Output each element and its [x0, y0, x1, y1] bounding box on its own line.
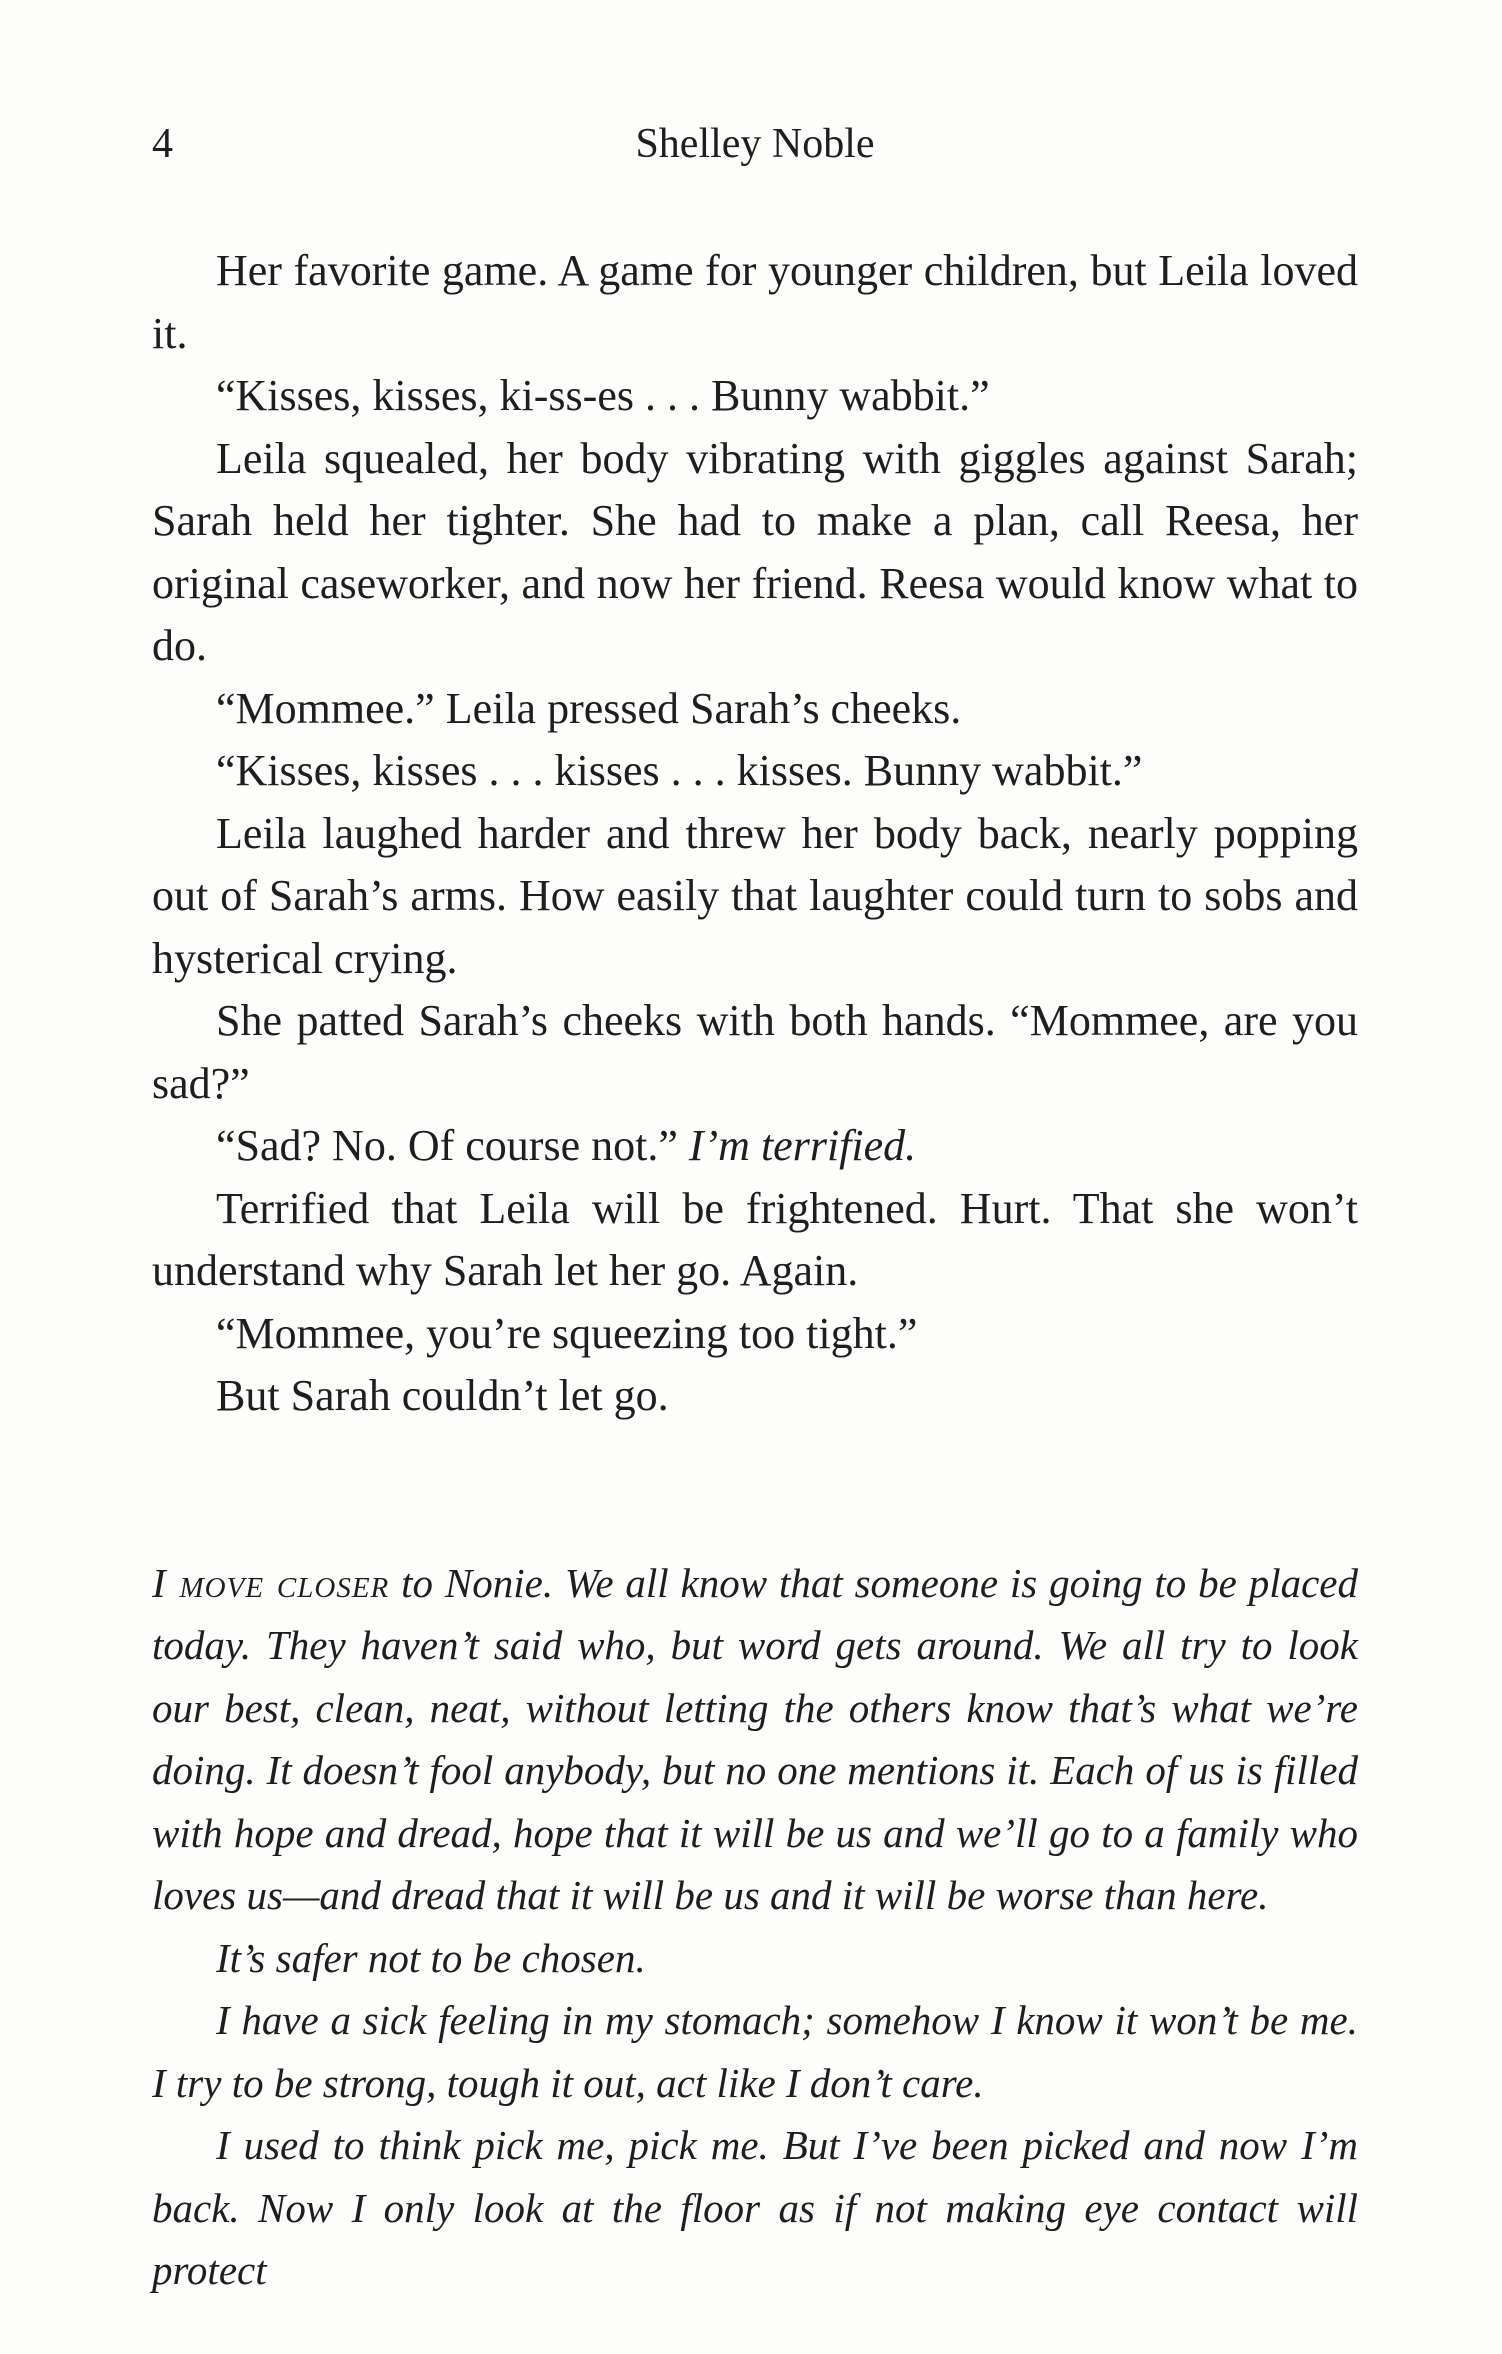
dialogue-text: “Sad? No. Of course not.” [216, 1121, 689, 1170]
paragraph: Terrified that Leila will be frightened. Hurt. That she won’t understand why Sarah let her go. Again. [152, 1183, 1358, 1295]
scene-break [152, 1428, 1358, 1552]
running-title: Shelley Noble [635, 121, 875, 167]
paragraph: Leila squealed, her body vibrating with giggles against Sarah; Sarah held her tighter. She had to make a plan, call Reesa, her original caseworker, and now her friend. Reesa would know what to do. [152, 433, 1358, 670]
italic-paragraph: It’s safer not to be chosen. [216, 1934, 646, 1981]
running-head [152, 120, 1358, 180]
paragraph: “Mommee, you’re squeezing too tight.” [216, 1308, 918, 1358]
italic-section [152, 1552, 1358, 2302]
italic-paragraph-text: to Nonie. We all know that someone is going to be placed today. They haven’t said who, but word gets around. We all try to look our best, clean, neat, without letting the others know that’s what we’re doing. It doesn’t fool anybody, but no one mentions it. Each of us is filled with hope and dread, hope that it will be us and we’ll go to a family who loves us—and dread that it will be us and it will be worse than here. [152, 1559, 1358, 1918]
italic-thought: I’m terrified. [688, 1121, 917, 1170]
paragraph: She patted Sarah’s cheeks with both hands. “Mommee, are you sad?” [152, 996, 1358, 1108]
paragraph: “Mommee.” Leila pressed Sarah’s cheeks. [216, 683, 962, 733]
paragraph [152, 1115, 1358, 1178]
lead-in-small-caps: I move closer [152, 1559, 390, 1606]
paragraph: “Kisses, kisses . . . kisses . . . kisses. Bunny wabbit.” [216, 746, 1143, 795]
italic-paragraph: I have a sick feeling in my stomach; somehow I know it won’t be me. I try to be strong, tough it out, act like I don’t care. [152, 1997, 1358, 2106]
page-number: 4 [152, 121, 173, 167]
body-text [152, 240, 1358, 2302]
italic-paragraph [152, 1552, 1358, 1927]
paragraph: Her favorite game. A game for younger children, but Leila loved it. [152, 246, 1358, 358]
paragraph: But Sarah couldn’t let go. [216, 1371, 669, 1420]
paragraph: “Kisses, kisses, ki-ss-es . . . Bunny wabbit.” [216, 371, 990, 420]
paragraph: Leila laughed harder and threw her body back, nearly popping out of Sarah’s arms. How easily that laughter could turn to sobs and hysterical crying. [152, 808, 1358, 983]
italic-paragraph: I used to think pick me, pick me. But I’ve been picked and now I’m back. Now I only look at the floor as if not making eye contact will protect [152, 2122, 1358, 2293]
